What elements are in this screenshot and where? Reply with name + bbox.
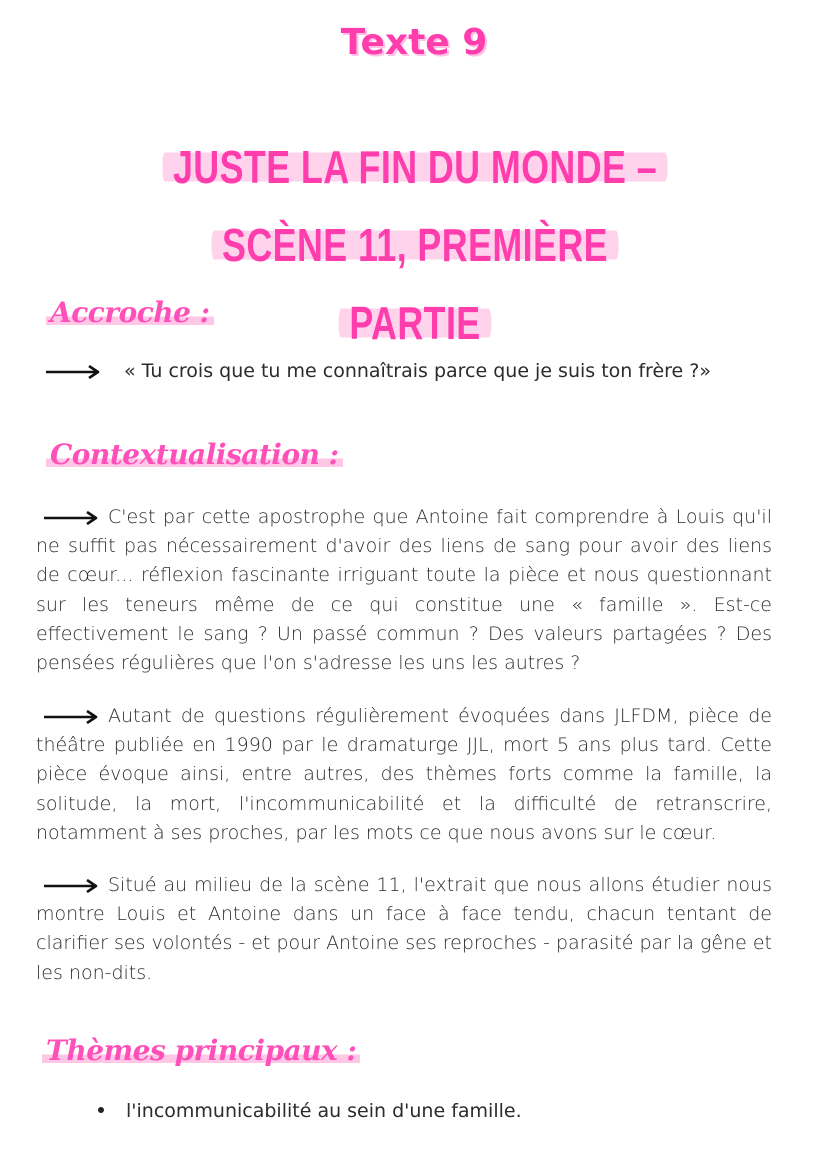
title-line-1: JUSTE LA FIN DU MONDE – SCÈNE 11, PREMIÈRE [162, 141, 668, 271]
hook-quote-line [46, 360, 711, 382]
long-arrow-right-icon [44, 511, 100, 525]
long-arrow-right-icon [46, 365, 102, 379]
context-paragraph-2 [36, 702, 772, 848]
context-paragraph-3-text: Situé au milieu de la scène 11, l'extrait que nous allons étudier nous montre Louis et Antoine dans un face à face tendu, chacun tentant de clarifier ses volontés - et pour Antoine ses reproches - parasité par la gêne et les non-dits. [36, 874, 772, 984]
title-line-2: PARTIE [338, 297, 491, 349]
context-paragraph-1-text: C'est par cette apostrophe que Antoine fait comprendre à Louis qu'il ne suffit pas nécessairement d'avoir des liens de sang pour avoir des liens de cœur... réflexion fascinante irriguant toute la pièce et nous questionnant sur les teneurs même de ce qui constitue une « famille ». Est-ce effectivement le sang ? Un passé commun ? Des valeurs partagées ? Des pensées régulières que l'on s'adresse les uns les autres ? [36, 506, 772, 675]
theme-item-text: l'incommunicabilité au sein d'une famille. [126, 1100, 522, 1122]
page-heading: Texte 9 [340, 22, 488, 63]
long-arrow-right-icon [44, 710, 100, 724]
long-arrow-right-icon [44, 879, 100, 893]
contextualisation-heading-text: Contextualisation : [46, 438, 343, 471]
hook-quote: « Tu crois que tu me connaîtrais parce que je suis ton frère ?» [124, 360, 711, 382]
section-heading-contextualisation [46, 438, 343, 471]
themes-heading-text: Thèmes principaux : [42, 1034, 360, 1067]
theme-list-item [98, 1100, 522, 1122]
context-paragraph-1 [36, 503, 772, 678]
section-heading-accroche [46, 296, 214, 329]
context-paragraph-2-text: Autant de questions régulièrement évoquées dans JLFDM, pièce de théâtre publiée en 1990 par le dramaturge JJL, mort 5 ans plus tard. Cette pièce évoque ainsi, entre autres, des thèmes forts comme la famille, la solitude, la mort, l'incommunicabilité et la difficulté de retranscrire, notamment à ses proches, par les mots ce que nous avons sur le cœur. [36, 705, 772, 844]
bullet-dot-icon [98, 1107, 104, 1113]
section-heading-themes [42, 1034, 360, 1067]
accroche-heading-text: Accroche : [46, 296, 214, 329]
context-paragraph-3 [36, 871, 772, 988]
